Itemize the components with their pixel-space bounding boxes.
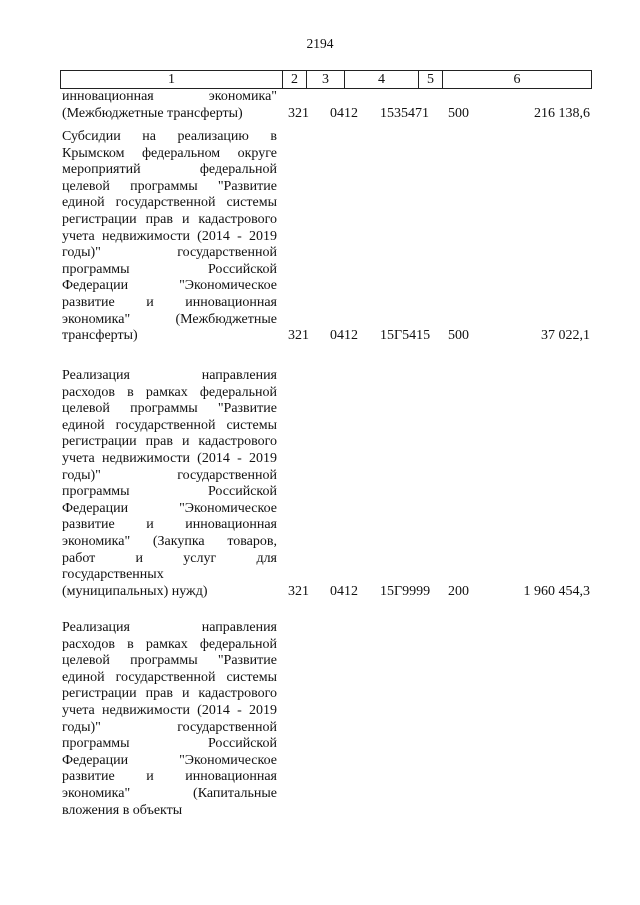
description-line: программы Российской xyxy=(62,261,277,277)
expense-type-code: 500 xyxy=(448,105,469,121)
description-line: учета недвижимости (2014 - 2019 xyxy=(62,450,277,466)
description-line: единой государственной системы xyxy=(62,195,277,211)
section-code: 321 xyxy=(288,328,309,344)
description-line: Крымском федеральном округе xyxy=(62,145,277,161)
description-line: учета недвижимости (2014 - 2019 xyxy=(62,228,277,244)
description-line: экономика" (Межбюджетные xyxy=(62,311,277,327)
description-line: (муниципальных) нужд) xyxy=(62,583,208,599)
description-line: (Межбюджетные трансферты) xyxy=(62,105,243,121)
row-values xyxy=(62,584,592,601)
row-description xyxy=(62,129,277,345)
page-number: 2194 xyxy=(306,36,334,51)
description-line: Федерации "Экономическое xyxy=(62,500,277,516)
description-line: экономика" (Закупка товаров, xyxy=(62,533,277,549)
description-line: целевой программы "Развитие xyxy=(62,653,277,669)
description-line: целевой программы "Развитие xyxy=(62,401,277,417)
row-values xyxy=(62,106,592,123)
description-line: расходов в рамках федеральной xyxy=(62,636,277,652)
section-code: 321 xyxy=(288,105,309,121)
target-article-code: 15Г9999 xyxy=(380,583,431,599)
description-line: развитие и инновационная xyxy=(62,769,277,785)
amount-value: 37 022,1 xyxy=(541,328,590,344)
subsection-code: 0412 xyxy=(330,328,358,344)
description-line: единой государственной системы xyxy=(62,417,277,433)
amount-value: 1 960 454,3 xyxy=(523,583,590,599)
column-header-5: 5 xyxy=(418,71,442,88)
description-line: программы Российской xyxy=(62,736,277,752)
description-line: Реализация направления xyxy=(62,368,277,383)
description-line: годы)" государственной xyxy=(62,719,277,735)
description-line: регистрации прав и кадастрового xyxy=(62,686,277,702)
subsection-code: 0412 xyxy=(330,105,358,121)
row-values xyxy=(62,803,592,820)
description-line: единой государственной системы xyxy=(62,669,277,685)
column-header-1: 1 xyxy=(168,71,175,87)
column-header-4: 4 xyxy=(344,71,418,88)
target-article-code: 15Г5415 xyxy=(380,328,431,344)
column-header-6: 6 xyxy=(442,71,591,88)
description-line: Федерации "Экономическое xyxy=(62,752,277,768)
description-line: Реализация направления xyxy=(62,620,277,635)
description-line: расходов в рамках федеральной xyxy=(62,384,277,400)
description-line: инновационная экономика" xyxy=(62,89,277,104)
description-line: регистрации прав и кадастрового xyxy=(62,434,277,450)
table-header-row xyxy=(60,70,592,89)
expense-type-code: 500 xyxy=(448,328,469,344)
description-line: трансферты) xyxy=(62,328,138,344)
target-article-code: 1535471 xyxy=(380,105,429,121)
amount-value: 216 138,6 xyxy=(534,105,590,121)
expense-type-code: 200 xyxy=(448,583,469,599)
row-values xyxy=(62,328,592,345)
description-line: развитие и инновационная xyxy=(62,294,277,310)
column-header-3: 3 xyxy=(306,71,344,88)
description-line: годы)" государственной xyxy=(62,467,277,483)
description-line: государственных xyxy=(62,567,164,583)
row-description xyxy=(62,620,277,819)
description-line: развитие и инновационная xyxy=(62,517,277,533)
description-line: работ и услуг для xyxy=(62,550,277,566)
description-line: Федерации "Экономическое xyxy=(62,278,277,294)
description-line: учета недвижимости (2014 - 2019 xyxy=(62,702,277,718)
description-line: вложения в объекты xyxy=(62,802,183,818)
section-code: 321 xyxy=(288,583,309,599)
description-line: экономика" (Капитальные xyxy=(62,785,277,801)
description-line: регистрации прав и кадастрового xyxy=(62,211,277,227)
column-header-2: 2 xyxy=(282,71,306,88)
description-line: программы Российской xyxy=(62,484,277,500)
row-description xyxy=(62,368,277,600)
description-line: Субсидии на реализацию в xyxy=(62,129,277,144)
description-line: годы)" государственной xyxy=(62,245,277,261)
description-line: мероприятий федеральной xyxy=(62,162,277,178)
description-line: целевой программы "Развитие xyxy=(62,178,277,194)
subsection-code: 0412 xyxy=(330,583,358,599)
